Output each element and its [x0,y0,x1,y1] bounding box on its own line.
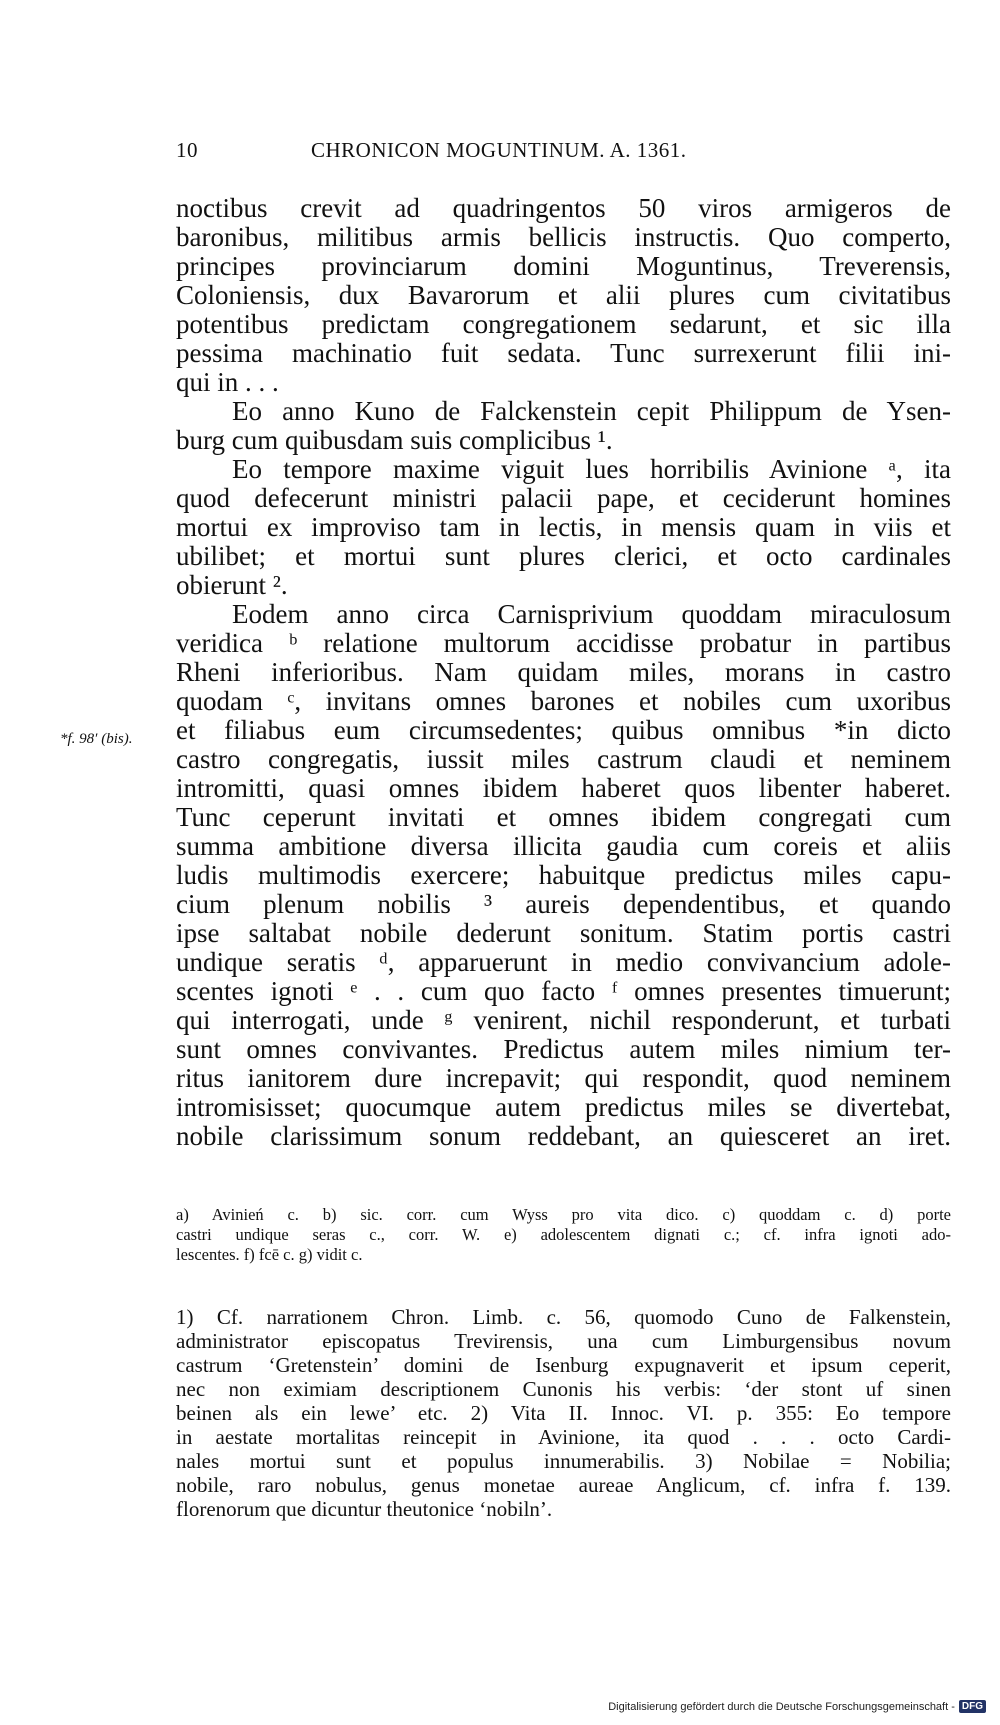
text-line: potentibus predictam congregationem sedarunt, et sic illa [176,309,951,339]
text-line: et filiabus eum circumsedentes; quibus omnibus *in dicto [176,715,951,745]
note-line: castrum ‘Gretenstein’ domini de Isenburg expugnaverit et ipsum ceperit, [176,1353,951,1377]
note-line: nec non eximiam descriptionem Cunonis his verbis: ‘der stont uf sinen [176,1377,951,1401]
note-line: beinen als ein lewe’ etc. 2) Vita II. Innoc. VI. p. 355: Eo tempore [176,1401,951,1425]
note-line: nales mortui sunt et populus innumerabilis. 3) Nobilae = Nobilia; [176,1449,951,1473]
note-line: a) Avinień c. b) sic. corr. cum Wyss pro vita dico. c) quoddam c. d) porte [176,1205,951,1224]
text-line: ritus ianitorem dure increpavit; qui respondit, quod neminem [176,1063,951,1093]
text-line: noctibus crevit ad quadringentos 50 viros armigeros de [176,193,951,223]
text-line: Tunc ceperunt invitati et omnes ibidem congregati cum [176,802,951,832]
text-line: obierunt ². [176,570,288,600]
dfg-logo: DFG [959,1700,986,1713]
page-number: 10 [176,138,198,162]
text-line: qui in . . . [176,367,279,397]
note-line: lescentes. f) fcē c. g) vidit c. [176,1245,363,1264]
text-line: Coloniensis, dux Bavarorum et alii plures cum civitatibus [176,280,951,310]
text-line: scentes ignoti ᵉ . . cum quo facto ᶠ omnes presentes timuerunt; [176,976,951,1006]
commentary-notes [176,1305,951,1521]
margin-folio-note: *f. 98′ (bis). [60,731,133,747]
text-line: ludis multimodis exercere; habuitque predictus miles capu- [176,860,951,890]
text-line: cium plenum nobilis ³ aureis dependentibus, et quando [176,889,951,919]
text-line: summa ambitione diversa illicita gaudia cum coreis et aliis [176,831,951,861]
running-title: CHRONICON MOGUNTINUM. A. 1361. [311,138,687,162]
text-line: undique seratis ᵈ, apparuerunt in medio convivancium adole- [176,947,951,977]
footer [608,1700,986,1713]
text-line: Eo anno Kuno de Falckenstein cepit Philippum de Ysen- [232,396,951,426]
note-line: administrator episcopatus Trevirensis, una cum Limburgensibus novum [176,1329,951,1353]
text-line: pessima machinatio fuit sedata. Tunc surrexerunt filii ini- [176,338,951,368]
text-line: principes provinciarum domini Moguntinus, Treverensis, [176,251,951,281]
text-line: baronibus, militibus armis bellicis instructis. Quo comperto, [176,222,951,252]
text-line: burg cum quibusdam suis complicibus ¹. [176,425,613,455]
text-line: sunt omnes convivantes. Predictus autem miles nimium ter- [176,1034,951,1064]
note-line: florenorum que dicuntur theutonice ‘nobiln’. [176,1497,553,1521]
text-line: Rheni inferioribus. Nam quidam miles, morans in castro [176,657,951,687]
note-line: 1) Cf. narrationem Chron. Limb. c. 56, quomodo Cuno de Falkenstein, [176,1305,951,1329]
variant-notes [176,1205,951,1265]
footer-credit: Digitalisierung gefördert durch die Deutsche Forschungsgemeinschaft - [608,1700,955,1713]
text-line: veridica ᵇ relatione multorum accidisse probatur in partibus [176,628,951,658]
note-line: castri undique seras c., corr. W. e) adolescentem dignati c.; cf. infra ignoti ado- [176,1225,951,1244]
text-line: ipse saltabat nobile dederunt sonitum. Statim portis castri [176,918,951,948]
note-line: nobile, raro nobulus, genus monetae aureae Anglicum, cf. infra f. 139. [176,1473,951,1497]
text-line: mortui ex improviso tam in lectis, in mensis quam in viis et [176,512,951,542]
text-line: castro congregatis, iussit miles castrum claudi et neminem [176,744,951,774]
text-line: Eodem anno circa Carnisprivium quoddam miraculosum [232,599,951,629]
text-line: Eo tempore maxime viguit lues horribilis Avinione ᵃ, ita [232,454,951,484]
text-line: ubilibet; et mortui sunt plures clerici, et octo cardinales [176,541,951,571]
text-line: qui interrogati, unde ᵍ venirent, nichil responderunt, et turbati [176,1005,951,1035]
note-line: in aestate mortalitas reincepit in Avinione, ita quod . . . octo Cardi- [176,1425,951,1449]
text-line: quod defecerunt ministri palacii pape, et ceciderunt homines [176,483,951,513]
text-line: nobile clarissimum sonum reddebant, an quiesceret an iret. [176,1121,951,1151]
main-text [176,194,951,1151]
text-line: quodam ᶜ, invitans omnes barones et nobiles cum uxoribus [176,686,951,716]
text-line: intromitti, quasi omnes ibidem haberet quos libenter haberet. [176,773,951,803]
text-line: intromisisset; quocumque autem predictus miles se divertebat, [176,1092,951,1122]
